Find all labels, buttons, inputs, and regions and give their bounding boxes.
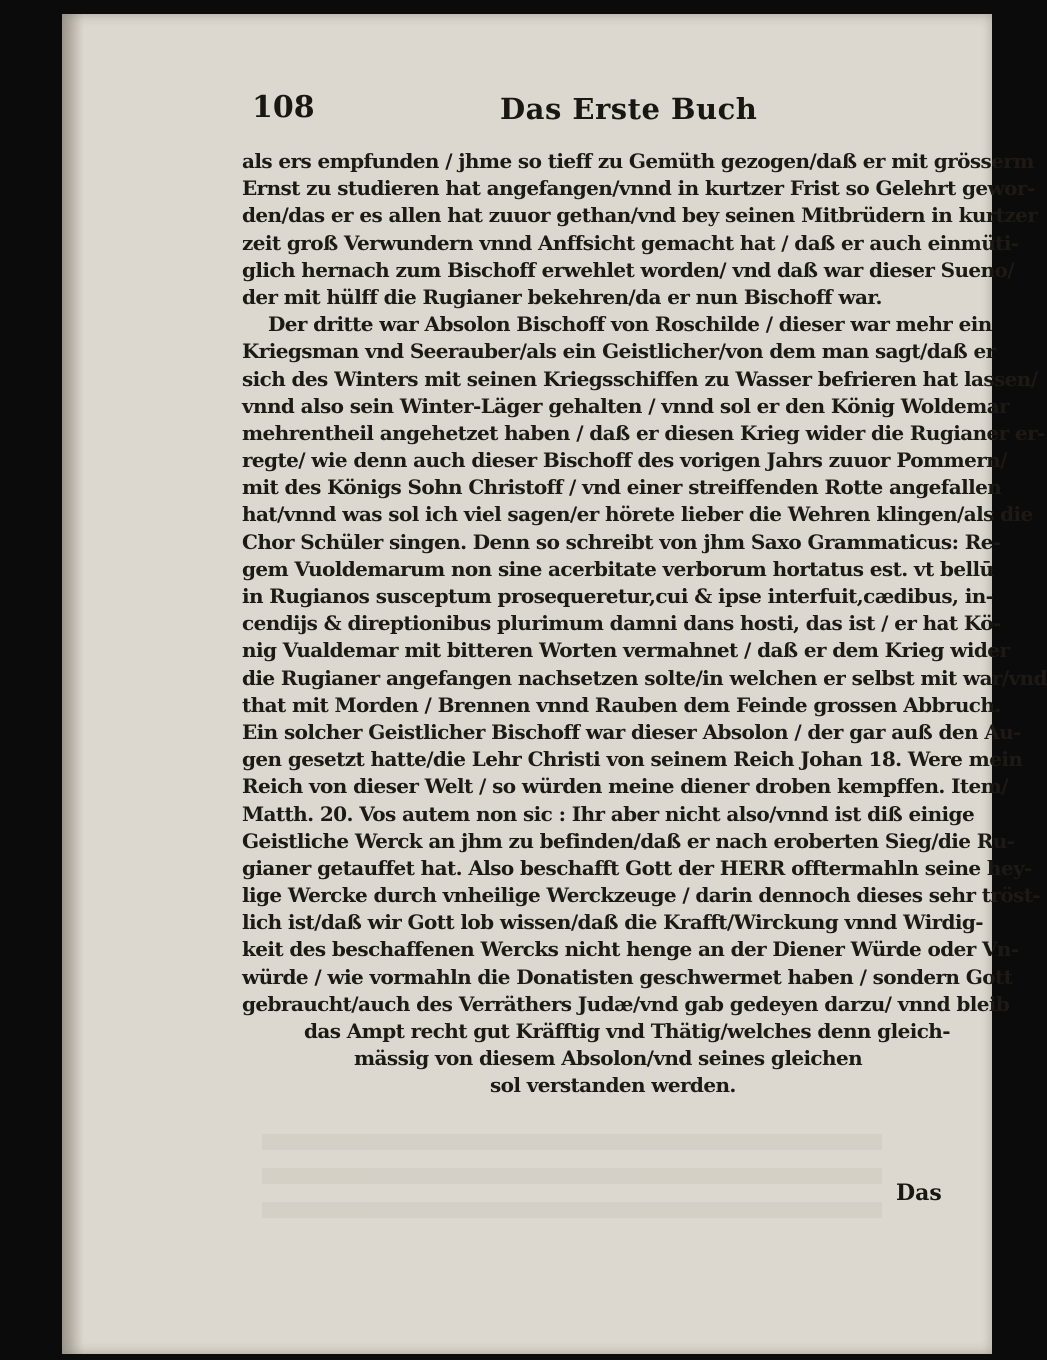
page-gutter-shadow [62, 14, 84, 1354]
text-line: sol verstanden werden. [490, 1073, 736, 1098]
page-number: 108 [252, 90, 315, 125]
text-line: die Rugianer angefangen nachsetzen solte/in welchen er selbst mit war/vnd [242, 665, 1047, 690]
text-line: gianer getauffet hat. Also beschafft Gott der HERR offtermahln seine hey- [242, 855, 1032, 880]
bleed-through-shadow [262, 1134, 882, 1224]
body-text [242, 148, 1047, 1100]
text-line: that mit Morden / Brennen vnnd Rauben dem Feinde grossen Abbruch. [242, 692, 1001, 717]
text-line: regte/ wie denn auch dieser Bischoff des vorigen Jahrs zuuor Pommern/ [242, 448, 1007, 473]
text-line: hat/vnnd was sol ich viel sagen/er hörete lieber die Wehren klingen/als die [242, 502, 1033, 527]
text-line: Ein solcher Geistlicher Bischoff war dieser Absolon / der gar auß den Au- [242, 719, 1021, 744]
text-line: als ers empfunden / jhme so tieff zu Gemüth gezogen/daß er mit grösserm [242, 149, 1034, 173]
text-line: zeit groß Verwundern vnnd Anffsicht gemacht hat / daß er auch einmüti- [242, 230, 1019, 255]
text-line: vnnd also sein Winter-Läger gehalten / vnnd sol er den König Woldemar [242, 393, 1010, 418]
text-line: lige Wercke durch vnheilige Werckzeuge / darin dennoch dieses sehr tröst- [242, 883, 1041, 908]
book-page [62, 14, 1047, 1354]
text-line: Kriegsman vnd Seerauber/als ein Geistlicher/von dem man sagt/daß er [242, 339, 996, 364]
text-line: Geistliche Werck an jhm zu befinden/daß er nach eroberten Sieg/die Ru- [242, 828, 1015, 853]
text-line: den/das er es allen hat zuuor gethan/vnd bey seinen Mitbrüdern in kurtzer [242, 203, 1038, 228]
text-line: Der dritte war Absolon Bischoff von Roschilde / dieser war mehr ein [268, 312, 992, 337]
page-header [252, 86, 992, 136]
text-line: nig Vualdemar mit bitteren Worten vermahnet / daß er dem Krieg wider [242, 638, 1010, 663]
text-line: Reich von dieser Welt / so würden meine diener droben kempffen. Item/ [242, 774, 1008, 799]
text-line: würde / wie vormahln die Donatisten geschwermet haben / sondern Gott [242, 964, 1013, 989]
text-line: in Rugianos susceptum prosequeretur,cui & ipse interfuit,cædibus, in- [242, 584, 994, 608]
text-line: Matth. 20. Vos autem non sic : Ihr aber nicht also/vnnd ist diß einige [242, 801, 975, 826]
text-line: Ernst zu studieren hat angefangen/vnnd in kurtzer Frist so Gelehrt gewor- [242, 176, 1035, 201]
text-line: mit des Königs Sohn Christoff / vnd einer streiffenden Rotte angefallen [242, 475, 1002, 500]
text-line: das Ampt recht gut Kräfftig vnd Thätig/welches denn gleich- [304, 1019, 950, 1043]
text-line: der mit hülff die Rugianer bekehren/da er nun Bischoff war. [242, 284, 882, 309]
text-line: gebraucht/auch des Verräthers Judæ/vnd gab gedeyen darzu/ vnnd bleib [242, 991, 1010, 1016]
text-line: gem Vuoldemarum non sine acerbitate verborum hortatus est. vt bellū [242, 556, 994, 581]
catchword: Das [896, 1180, 942, 1206]
text-line: glich hernach zum Bischoff erwehlet worden/ vnd daß war dieser Sueno/ [242, 257, 1014, 282]
text-line: gen gesetzt hatte/die Lehr Christi von seinem Reich Johan 18. Were mein [242, 747, 1023, 772]
text-line: mässig von diesem Absolon/vnd seines gleichen [354, 1046, 863, 1071]
text-line: lich ist/daß wir Gott lob wissen/daß die Krafft/Wirckung vnnd Wirdig- [242, 910, 984, 935]
text-line: keit des beschaffenen Wercks nicht henge an der Diener Würde oder Vn- [242, 937, 1019, 962]
text-line: mehrentheil angehetzet haben / daß er diesen Krieg wider die Rugianer er- [242, 420, 1045, 445]
running-title: Das Erste Buch [500, 92, 758, 126]
text-line: sich des Winters mit seinen Kriegsschiffen zu Wasser befrieren hat lassen/ [242, 366, 1038, 391]
text-line: Chor Schüler singen. Denn so schreibt von jhm Saxo Grammaticus: Re- [242, 529, 1001, 554]
text-line: cendijs & direptionibus plurimum damni dans hosti, das ist / er hat Kö- [242, 611, 1001, 636]
